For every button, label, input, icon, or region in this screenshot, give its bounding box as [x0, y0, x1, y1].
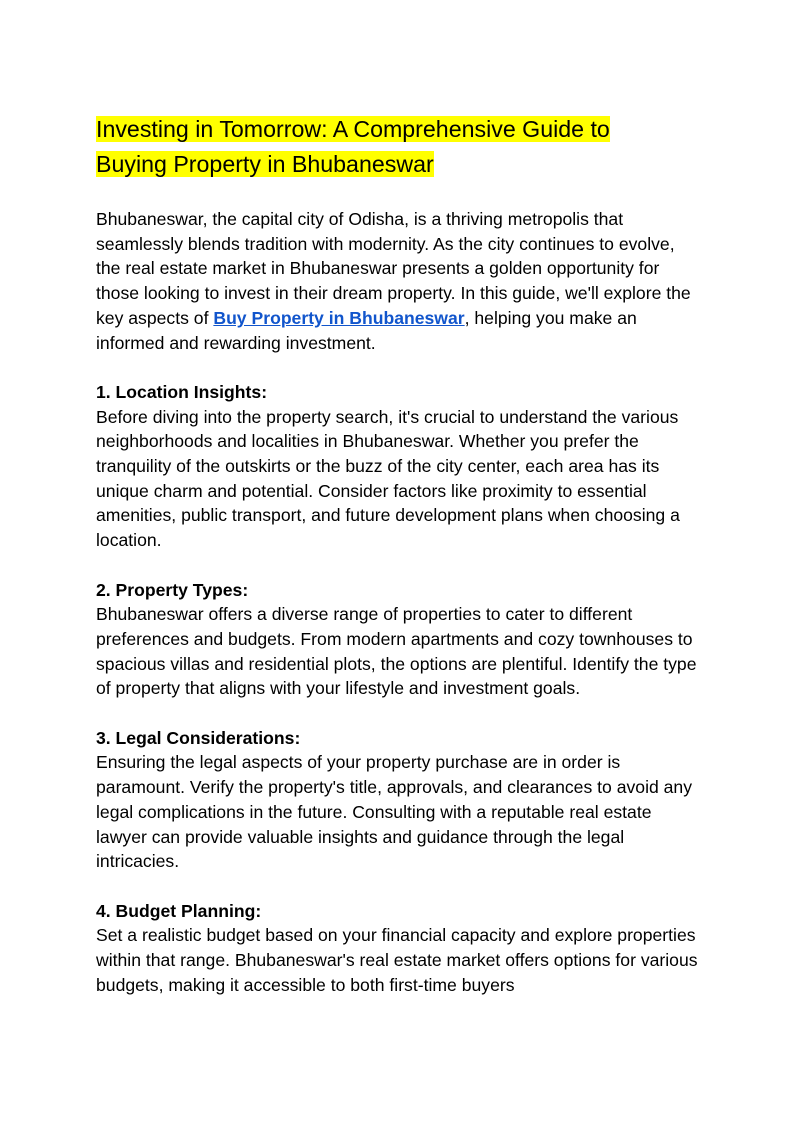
buy-property-link[interactable]: Buy Property in Bhubaneswar: [213, 307, 465, 328]
intro-paragraph: [96, 207, 702, 355]
section-body: Ensuring the legal aspects of your property purchase are in order is paramount. Verify the property's title, approvals, and clearances to avoid any legal complications in the future. Consulting with a reputable real estate lawyer can provide valuable insights and guidance through the legal intricacies.: [96, 752, 693, 872]
intro-text-before-link: Bhubaneswar, the capital city of Odisha, is a thriving metropolis that seamlessly blends tradition with modernity. As the city continues to evolve, the real estate market in Bhubaneswar presents a golden opportunity for those looking to invest in their dream property. In this guide, we'll explore the key aspects of: [96, 209, 691, 328]
section-property-types: [96, 578, 702, 702]
section-heading: 1. Location Insights:: [96, 381, 268, 402]
section-heading: 4. Budget Planning:: [96, 900, 262, 921]
section-legal-considerations: [96, 726, 702, 874]
section-body: Before diving into the property search, it's crucial to understand the various neighborhoods and localities in Bhubaneswar. Whether you prefer the tranquility of the outskirts or the buzz of the city center, each area has its unique charm and potential. Consider factors like proximity to essential amenities, public transport, and future development plans when choosing a location.: [96, 406, 680, 551]
document-title: [96, 114, 702, 183]
section-budget-planning: [96, 899, 702, 998]
title-line-2: Buying Property in Bhubaneswar: [96, 150, 434, 177]
section-body: Bhubaneswar offers a diverse range of properties to cater to different preferences and budgets. From modern apartments and cozy townhouses to spacious villas and residential plots, the options are plentiful. Identify the type of property that aligns with your lifestyle and investment goals.: [96, 604, 697, 699]
section-body: Set a realistic budget based on your financial capacity and explore properties within that range. Bhubaneswar's real estate market offers options for various budgets, making it accessible to both first-time buyers: [96, 925, 698, 995]
intro-text: [96, 207, 702, 355]
section-heading: 2. Property Types:: [96, 579, 249, 600]
intro-text-after-link: , helping you make an informed and rewarding investment.: [96, 307, 637, 353]
section-heading: 3. Legal Considerations:: [96, 727, 301, 748]
document-title-text: [96, 116, 610, 177]
section-location-insights: [96, 380, 702, 553]
title-line-1: Investing in Tomorrow: A Comprehensive Guide to: [96, 116, 610, 142]
document-page: [96, 114, 702, 1022]
